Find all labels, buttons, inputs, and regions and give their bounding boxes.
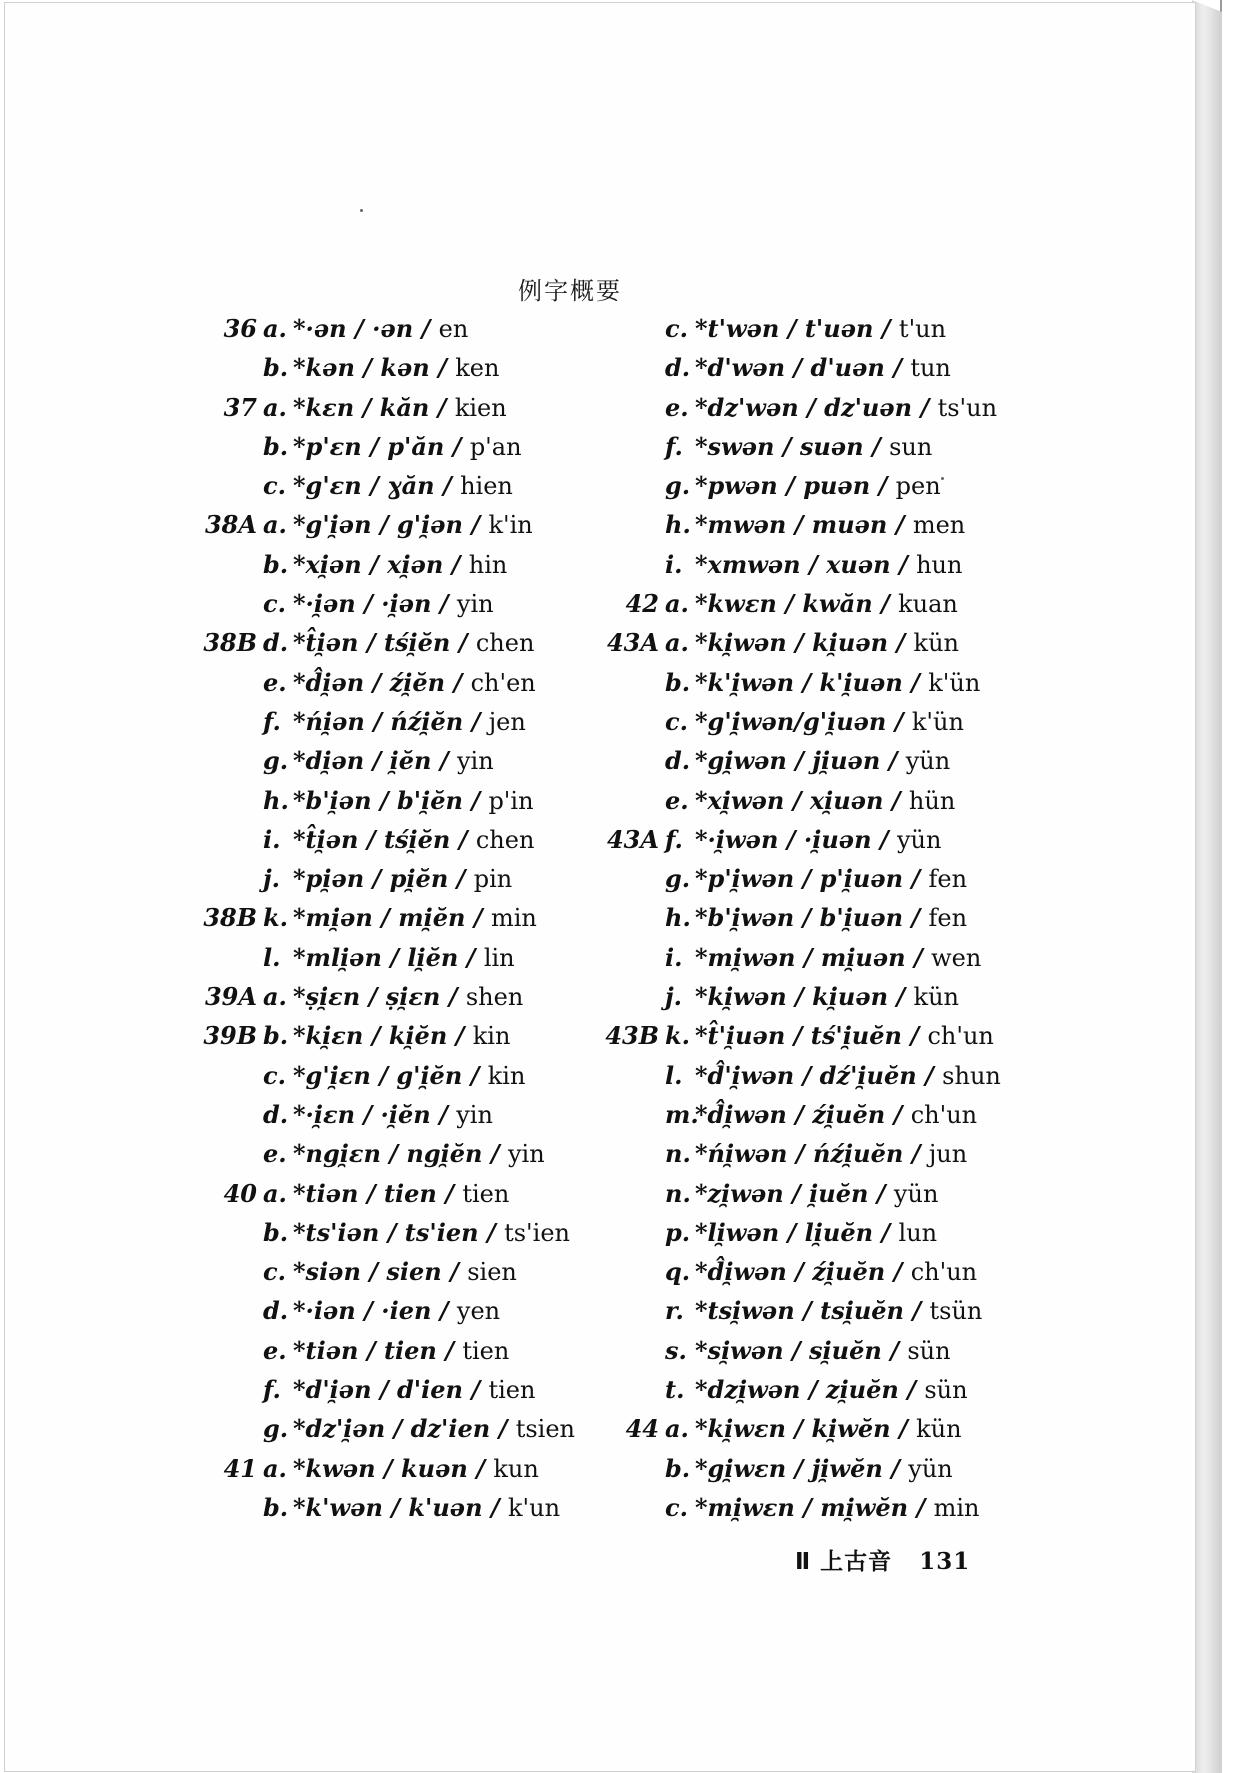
entry-modern-reading: kün (913, 629, 960, 658)
entry-reconstruction: *·i̯ɛn / ·i̯ĕn / (293, 1099, 457, 1129)
entry-letter: j. (263, 864, 281, 894)
entry-modern-reading: hun (916, 550, 963, 579)
entry-letter: g. (665, 471, 691, 501)
entry-letter: k. (665, 1021, 690, 1051)
entry-modern-reading: ts'ien (504, 1218, 570, 1247)
entry-modern-reading: yün (908, 1454, 953, 1483)
entry-letter: c. (263, 471, 286, 501)
entry-row (195, 427, 575, 466)
entry-row (195, 1213, 575, 1252)
entry-reconstruction: *di̯ən / i̯ĕn / (293, 746, 457, 776)
entry-reconstruction: *d'i̯ən / d'ien / (293, 1375, 489, 1405)
entry-modern-reading: k'un (508, 1493, 561, 1522)
entry-reconstruction: *ńi̯ən / ńźi̯ĕn / (293, 706, 489, 736)
entry-modern-reading: t'un (898, 315, 947, 343)
entry-modern-reading: sien (467, 1258, 517, 1287)
entry-row (195, 1331, 575, 1370)
entry-letter: c. (665, 1492, 688, 1522)
entry-row (195, 623, 575, 662)
entry-letter: e. (665, 785, 689, 815)
entry-letter: c. (665, 706, 688, 736)
entry-row (195, 1134, 575, 1173)
entry-row (195, 1174, 575, 1213)
entry-modern-reading: yün (905, 747, 951, 776)
entry-letter: t. (665, 1375, 685, 1405)
entry-letter: b. (263, 431, 289, 461)
entry-letter: f. (665, 431, 683, 461)
entry-reconstruction: *ki̯wən / ki̯uən / (695, 628, 914, 658)
entry-row (597, 427, 1001, 466)
entry-reconstruction: *swən / suən / (695, 431, 890, 461)
entry-row (195, 702, 575, 741)
entry-number: 43B (605, 1021, 659, 1051)
entry-row (597, 309, 1001, 348)
entry-reconstruction: *gi̯wən / ji̯uən / (695, 746, 906, 776)
entry-reconstruction: *mi̯ən / mi̯ĕn / (293, 903, 491, 933)
entry-reconstruction: *d̂'i̯wən / dź'i̯uĕn / (695, 1060, 943, 1090)
entry-letter: b. (263, 1217, 289, 1247)
entry-reconstruction: *mi̯wɛn / mi̯wĕn / (695, 1492, 934, 1522)
entry-letter: e. (263, 667, 287, 697)
entry-reconstruction: *k'wən / k'uən / (293, 1492, 509, 1522)
entry-reconstruction: *d'wən / d'uən / (695, 353, 911, 383)
entry-reconstruction: *mi̯wən / mi̯uən / (695, 942, 932, 972)
entry-row (597, 1291, 1001, 1330)
entry-reconstruction: *t̂i̯ən / tśi̯ĕn / (293, 628, 476, 658)
entry-reconstruction: *g'i̯wən/g'i̯uən / (695, 706, 912, 736)
entry-row (597, 1174, 1001, 1213)
entry-letter: a. (263, 982, 287, 1012)
entry-modern-reading: jen (488, 707, 526, 736)
entry-letter: i. (665, 549, 683, 579)
entry-modern-reading: k'ün (911, 707, 964, 736)
entry-modern-reading: tien (462, 1179, 510, 1208)
entry-letter: a. (665, 589, 689, 619)
entry-letter: e. (263, 1139, 287, 1169)
entry-row (195, 1449, 575, 1488)
entry-reconstruction: *d̂i̯ən / źi̯ĕn / (293, 667, 471, 697)
entry-reconstruction: *pi̯ən / pi̯ĕn / (293, 864, 474, 894)
entry-modern-reading: hün (908, 786, 956, 815)
entry-modern-reading: tsien (515, 1415, 575, 1444)
entry-letter: h. (665, 510, 691, 540)
entry-letter: b. (263, 353, 289, 383)
entry-modern-reading: yin (456, 747, 494, 776)
entry-modern-reading: fen (928, 865, 968, 894)
entry-modern-reading: tsün (929, 1297, 983, 1326)
entry-number: 38A (204, 510, 257, 540)
entry-row (597, 584, 1001, 623)
entry-row (597, 702, 1001, 741)
entry-letter: q. (665, 1257, 691, 1287)
entry-letter: d. (263, 1296, 289, 1326)
entry-modern-reading: k'in (488, 511, 533, 540)
entry-modern-reading: ch'un (927, 1022, 994, 1051)
entry-reconstruction: *xmwən / xuən / (695, 549, 917, 579)
entry-modern-reading: jun (928, 1140, 968, 1169)
entry-reconstruction: *t'wən / t'uən / (695, 314, 899, 343)
entry-modern-reading: p'an (469, 432, 522, 461)
footer-section: Ⅱ 上古音 (795, 1549, 893, 1575)
entry-letter: f. (263, 1375, 281, 1405)
page-title: 例字概要 (518, 277, 622, 305)
entry-reconstruction: *tiən / tien / (293, 1178, 463, 1208)
page-curl-edge (1192, 0, 1222, 1773)
entry-reconstruction: *siən / sien / (293, 1257, 468, 1287)
entry-row (597, 545, 1001, 584)
entry-letter: n. (665, 1139, 691, 1169)
entry-reconstruction: *ngi̯ɛn / ngi̯ĕn / (293, 1139, 508, 1169)
entry-row (597, 1213, 1001, 1252)
entry-letter: f. (665, 824, 683, 854)
entry-number: 41 (223, 1453, 257, 1483)
entry-reconstruction: *kwɛn / kwăn / (695, 589, 899, 619)
entry-modern-reading: kin (487, 1061, 526, 1090)
entry-modern-reading: yin (456, 1100, 493, 1129)
entry-modern-reading: shun (942, 1061, 1001, 1090)
entry-letter: b. (665, 667, 691, 697)
entry-row (597, 1252, 1001, 1291)
entry-row (597, 1449, 1001, 1488)
entry-modern-reading: kün (916, 1415, 962, 1444)
entry-letter: i. (263, 824, 281, 854)
entry-reconstruction: *g'i̯ɛn / g'i̯ĕn / (293, 1060, 488, 1090)
entry-row (195, 505, 575, 544)
page-footer (795, 1543, 970, 1576)
entry-letter: d. (263, 628, 289, 658)
entry-letter: m. (665, 1099, 699, 1129)
entry-row (597, 663, 1001, 702)
entry-modern-reading: kun (493, 1454, 539, 1483)
entry-reconstruction: *·i̯wən / ·i̯uən / (695, 824, 897, 854)
entry-row (195, 1488, 575, 1527)
entry-row (597, 898, 1001, 937)
entry-row (597, 1488, 1001, 1527)
entry-reconstruction: *xi̯wən / xi̯uən / (695, 785, 909, 815)
entry-row (195, 1252, 575, 1291)
entry-row (195, 1095, 575, 1134)
entry-modern-reading: kün (913, 983, 960, 1012)
entry-letter: d. (665, 353, 691, 383)
entry-row (597, 859, 1001, 898)
entry-modern-reading: ch'un (910, 1100, 978, 1129)
entry-reconstruction: *·ən / ·ən / (293, 314, 439, 343)
entry-reconstruction: *mwən / muən / (695, 510, 913, 540)
entry-reconstruction: *g'ɛn / ɣăn / (293, 471, 461, 501)
entry-reconstruction: *tiən / tien / (293, 1335, 463, 1365)
entry-modern-reading: hin (468, 550, 508, 579)
entry-reconstruction: *·i̯ən / ·i̯ən / (293, 589, 457, 619)
entry-modern-reading: k'ün (928, 668, 981, 697)
entry-reconstruction: *zi̯wən / i̯uĕn / (695, 1178, 894, 1208)
entry-row (597, 348, 1001, 387)
entry-letter: e. (263, 1335, 287, 1365)
entry-row (597, 938, 1001, 977)
entry-number: 40 (223, 1178, 257, 1208)
print-speck (360, 209, 363, 212)
entry-reconstruction: *d̂i̯wən / źi̯uĕn / (695, 1099, 911, 1129)
entry-modern-reading: en (438, 315, 469, 343)
entry-letter: f. (263, 706, 281, 736)
entry-row (195, 1370, 575, 1409)
entry-modern-reading: men (912, 511, 966, 540)
entry-letter: a. (263, 1178, 287, 1208)
entry-row (195, 663, 575, 702)
entry-row (195, 781, 575, 820)
entry-letter: b. (263, 1492, 289, 1522)
entry-number: 38B (203, 628, 257, 658)
entry-row (597, 1095, 1001, 1134)
entry-letter: g. (665, 864, 691, 894)
entry-row (195, 1409, 575, 1448)
entry-number: 44 (625, 1414, 659, 1444)
entry-number: 39B (203, 1021, 257, 1051)
entry-modern-reading: ts'un (937, 393, 998, 422)
entry-row (195, 1056, 575, 1095)
entry-row (195, 1016, 575, 1055)
entry-modern-reading: kin (472, 1022, 511, 1051)
entry-modern-reading: ch'en (470, 668, 536, 697)
entry-row (597, 505, 1001, 544)
entry-reconstruction: *ki̯wən / ki̯uən / (695, 982, 914, 1012)
entry-modern-reading: yün (897, 825, 942, 854)
entry-letter: g. (263, 1414, 289, 1444)
entry-row (597, 1409, 1001, 1448)
entry-letter: b. (263, 1021, 289, 1051)
entry-number: 37 (223, 392, 257, 422)
entry-modern-reading: ch'un (910, 1258, 978, 1287)
entry-number: 43A (606, 628, 659, 658)
entry-modern-reading: lun (898, 1218, 938, 1247)
entry-reconstruction: *dzi̯wən / zi̯uĕn / (695, 1375, 925, 1405)
entry-modern-reading: kien (454, 393, 507, 422)
entry-reconstruction: *p'ɛn / p'ăn / (293, 431, 470, 461)
entry-letter: j. (665, 982, 683, 1012)
entry-reconstruction: *b'i̯wən / b'i̯uən / (695, 903, 929, 933)
entry-row (195, 820, 575, 859)
entry-number: 43A (606, 824, 659, 854)
entry-letter: c. (263, 1257, 286, 1287)
entry-letter: d. (263, 1099, 289, 1129)
entry-reconstruction: *t̂'i̯uən / tś'i̯uĕn / (695, 1021, 928, 1051)
entry-letter: i. (665, 942, 683, 972)
entry-letter: l. (665, 1060, 683, 1090)
entry-modern-reading: sün (907, 1336, 951, 1365)
entry-reconstruction: *k'i̯wən / k'i̯uən / (695, 667, 929, 697)
entry-row (597, 1370, 1001, 1409)
entry-modern-reading: yün (893, 1179, 939, 1208)
entry-row (597, 741, 1001, 780)
entry-letter: h. (263, 785, 289, 815)
entry-reconstruction: *dz'i̯ən / dz'ien / (293, 1414, 516, 1444)
entry-letter: p. (665, 1217, 691, 1247)
entry-reconstruction: *·iən / ·ien / (293, 1296, 457, 1326)
entry-number: 39A (204, 982, 257, 1012)
entry-modern-reading: ken (455, 354, 500, 383)
entry-modern-reading: pen (895, 472, 941, 501)
entry-modern-reading: yen (456, 1297, 501, 1326)
entry-reconstruction: *mli̯ən / li̯ĕn / (293, 942, 484, 972)
entry-modern-reading: shen (465, 983, 524, 1012)
entry-reconstruction: *ki̯ɛn / ki̯ĕn / (293, 1021, 473, 1051)
entry-row (597, 623, 1001, 662)
entry-modern-reading: yin (507, 1140, 545, 1169)
document-page (4, 2, 1196, 1772)
entry-reconstruction: *p'i̯wən / p'i̯uən / (695, 864, 929, 894)
entry-row (195, 977, 575, 1016)
entry-letter: g. (263, 746, 289, 776)
entry-letter: k. (263, 903, 288, 933)
entry-letter: s. (665, 1335, 687, 1365)
entry-modern-reading: p'in (488, 786, 534, 815)
entry-row (195, 466, 575, 505)
entry-modern-reading: tien (488, 1376, 536, 1405)
entry-letter: b. (263, 549, 289, 579)
entry-reconstruction: *dz'wən / dz'uən / (695, 392, 938, 422)
entry-modern-reading: pin (473, 865, 513, 894)
entry-reconstruction: *kən / kən / (293, 353, 456, 383)
entry-letter: a. (665, 628, 689, 658)
entry-row (195, 898, 575, 937)
entry-modern-reading: sün (924, 1376, 968, 1405)
entry-reconstruction: *si̯wən / si̯uĕn / (695, 1335, 908, 1365)
entry-reconstruction: *t̂i̯ən / tśi̯ĕn / (293, 824, 476, 854)
entry-letter: a. (263, 392, 287, 422)
entry-reconstruction: *ki̯wɛn / ki̯wĕn / (695, 1414, 917, 1444)
entry-modern-reading: kuan (898, 590, 958, 619)
entry-reconstruction: *ńi̯wən / ńźi̯uĕn / (695, 1139, 929, 1169)
entry-modern-reading: sun (889, 432, 933, 461)
entry-letter: a. (263, 1453, 287, 1483)
entry-reconstruction: *d̂i̯wən / źi̯uĕn / (695, 1257, 911, 1287)
entry-row (597, 1016, 1001, 1055)
entry-row (195, 309, 575, 348)
entry-reconstruction: *kɛn / kăn / (293, 392, 455, 422)
entry-letter: c. (263, 589, 286, 619)
entry-row (195, 584, 575, 623)
entry-modern-reading: min (933, 1493, 980, 1522)
entry-letter: d. (665, 746, 691, 776)
entry-row (195, 545, 575, 584)
entry-row (597, 820, 1001, 859)
entry-reconstruction: *pwən / puən / (695, 471, 896, 501)
entry-number: 38B (203, 903, 257, 933)
entry-reconstruction: *b'i̯ən / b'i̯ĕn / (293, 785, 489, 815)
entry-letter: a. (263, 510, 287, 540)
entry-modern-reading: chen (475, 629, 535, 658)
entry-reconstruction: *xi̯ən / xi̯ən / (293, 549, 469, 579)
entry-letter: a. (665, 1414, 689, 1444)
entry-letter: c. (665, 314, 688, 343)
entry-letter: n. (665, 1178, 691, 1208)
entry-row (195, 859, 575, 898)
entry-modern-reading: min (490, 904, 537, 933)
entry-row (195, 741, 575, 780)
entry-reconstruction: *ts'iən / ts'ien / (293, 1217, 505, 1247)
entry-row (597, 781, 1001, 820)
page-number: 131 (919, 1548, 971, 1575)
entry-row (597, 466, 1001, 505)
entry-letter: a. (263, 314, 287, 343)
entry-reconstruction: *tsi̯wən / tsi̯uĕn / (695, 1296, 930, 1326)
entry-modern-reading: wen (931, 943, 982, 972)
entry-modern-reading: fen (928, 904, 968, 933)
entry-letter: e. (665, 392, 689, 422)
entry-reconstruction: *kwən / kuən / (293, 1453, 494, 1483)
entry-reconstruction: *g'i̯ən / g'i̯ən / (293, 510, 489, 540)
entry-modern-reading: yin (456, 590, 494, 619)
entry-modern-reading: tun (910, 354, 951, 383)
entry-letter: b. (665, 1453, 691, 1483)
entry-row (195, 938, 575, 977)
entry-row (195, 1291, 575, 1330)
entry-number: 42 (625, 589, 659, 619)
entry-reconstruction: *ṣi̯ɛn / ṣi̯ɛn / (293, 982, 466, 1012)
entry-modern-reading: hien (460, 472, 513, 501)
entry-modern-reading: tien (462, 1336, 510, 1365)
entry-row (597, 1134, 1001, 1173)
entry-letter: c. (263, 1060, 286, 1090)
entry-row (597, 1056, 1001, 1095)
entry-row (597, 977, 1001, 1016)
entry-reconstruction: *gi̯wɛn / ji̯wĕn / (695, 1453, 909, 1483)
right-column (597, 309, 1001, 1527)
entry-letter: l. (263, 942, 281, 972)
entry-row (597, 1331, 1001, 1370)
left-column (195, 309, 575, 1527)
entry-row (597, 388, 1001, 427)
entry-number: 36 (223, 314, 257, 343)
entry-row (195, 388, 575, 427)
entry-row (195, 348, 575, 387)
entry-modern-reading: lin (483, 943, 515, 972)
entry-modern-reading: chen (475, 825, 535, 854)
entry-reconstruction: *li̯wən / li̯uĕn / (695, 1217, 899, 1247)
entry-letter: r. (665, 1296, 684, 1326)
entry-letter: h. (665, 903, 691, 933)
